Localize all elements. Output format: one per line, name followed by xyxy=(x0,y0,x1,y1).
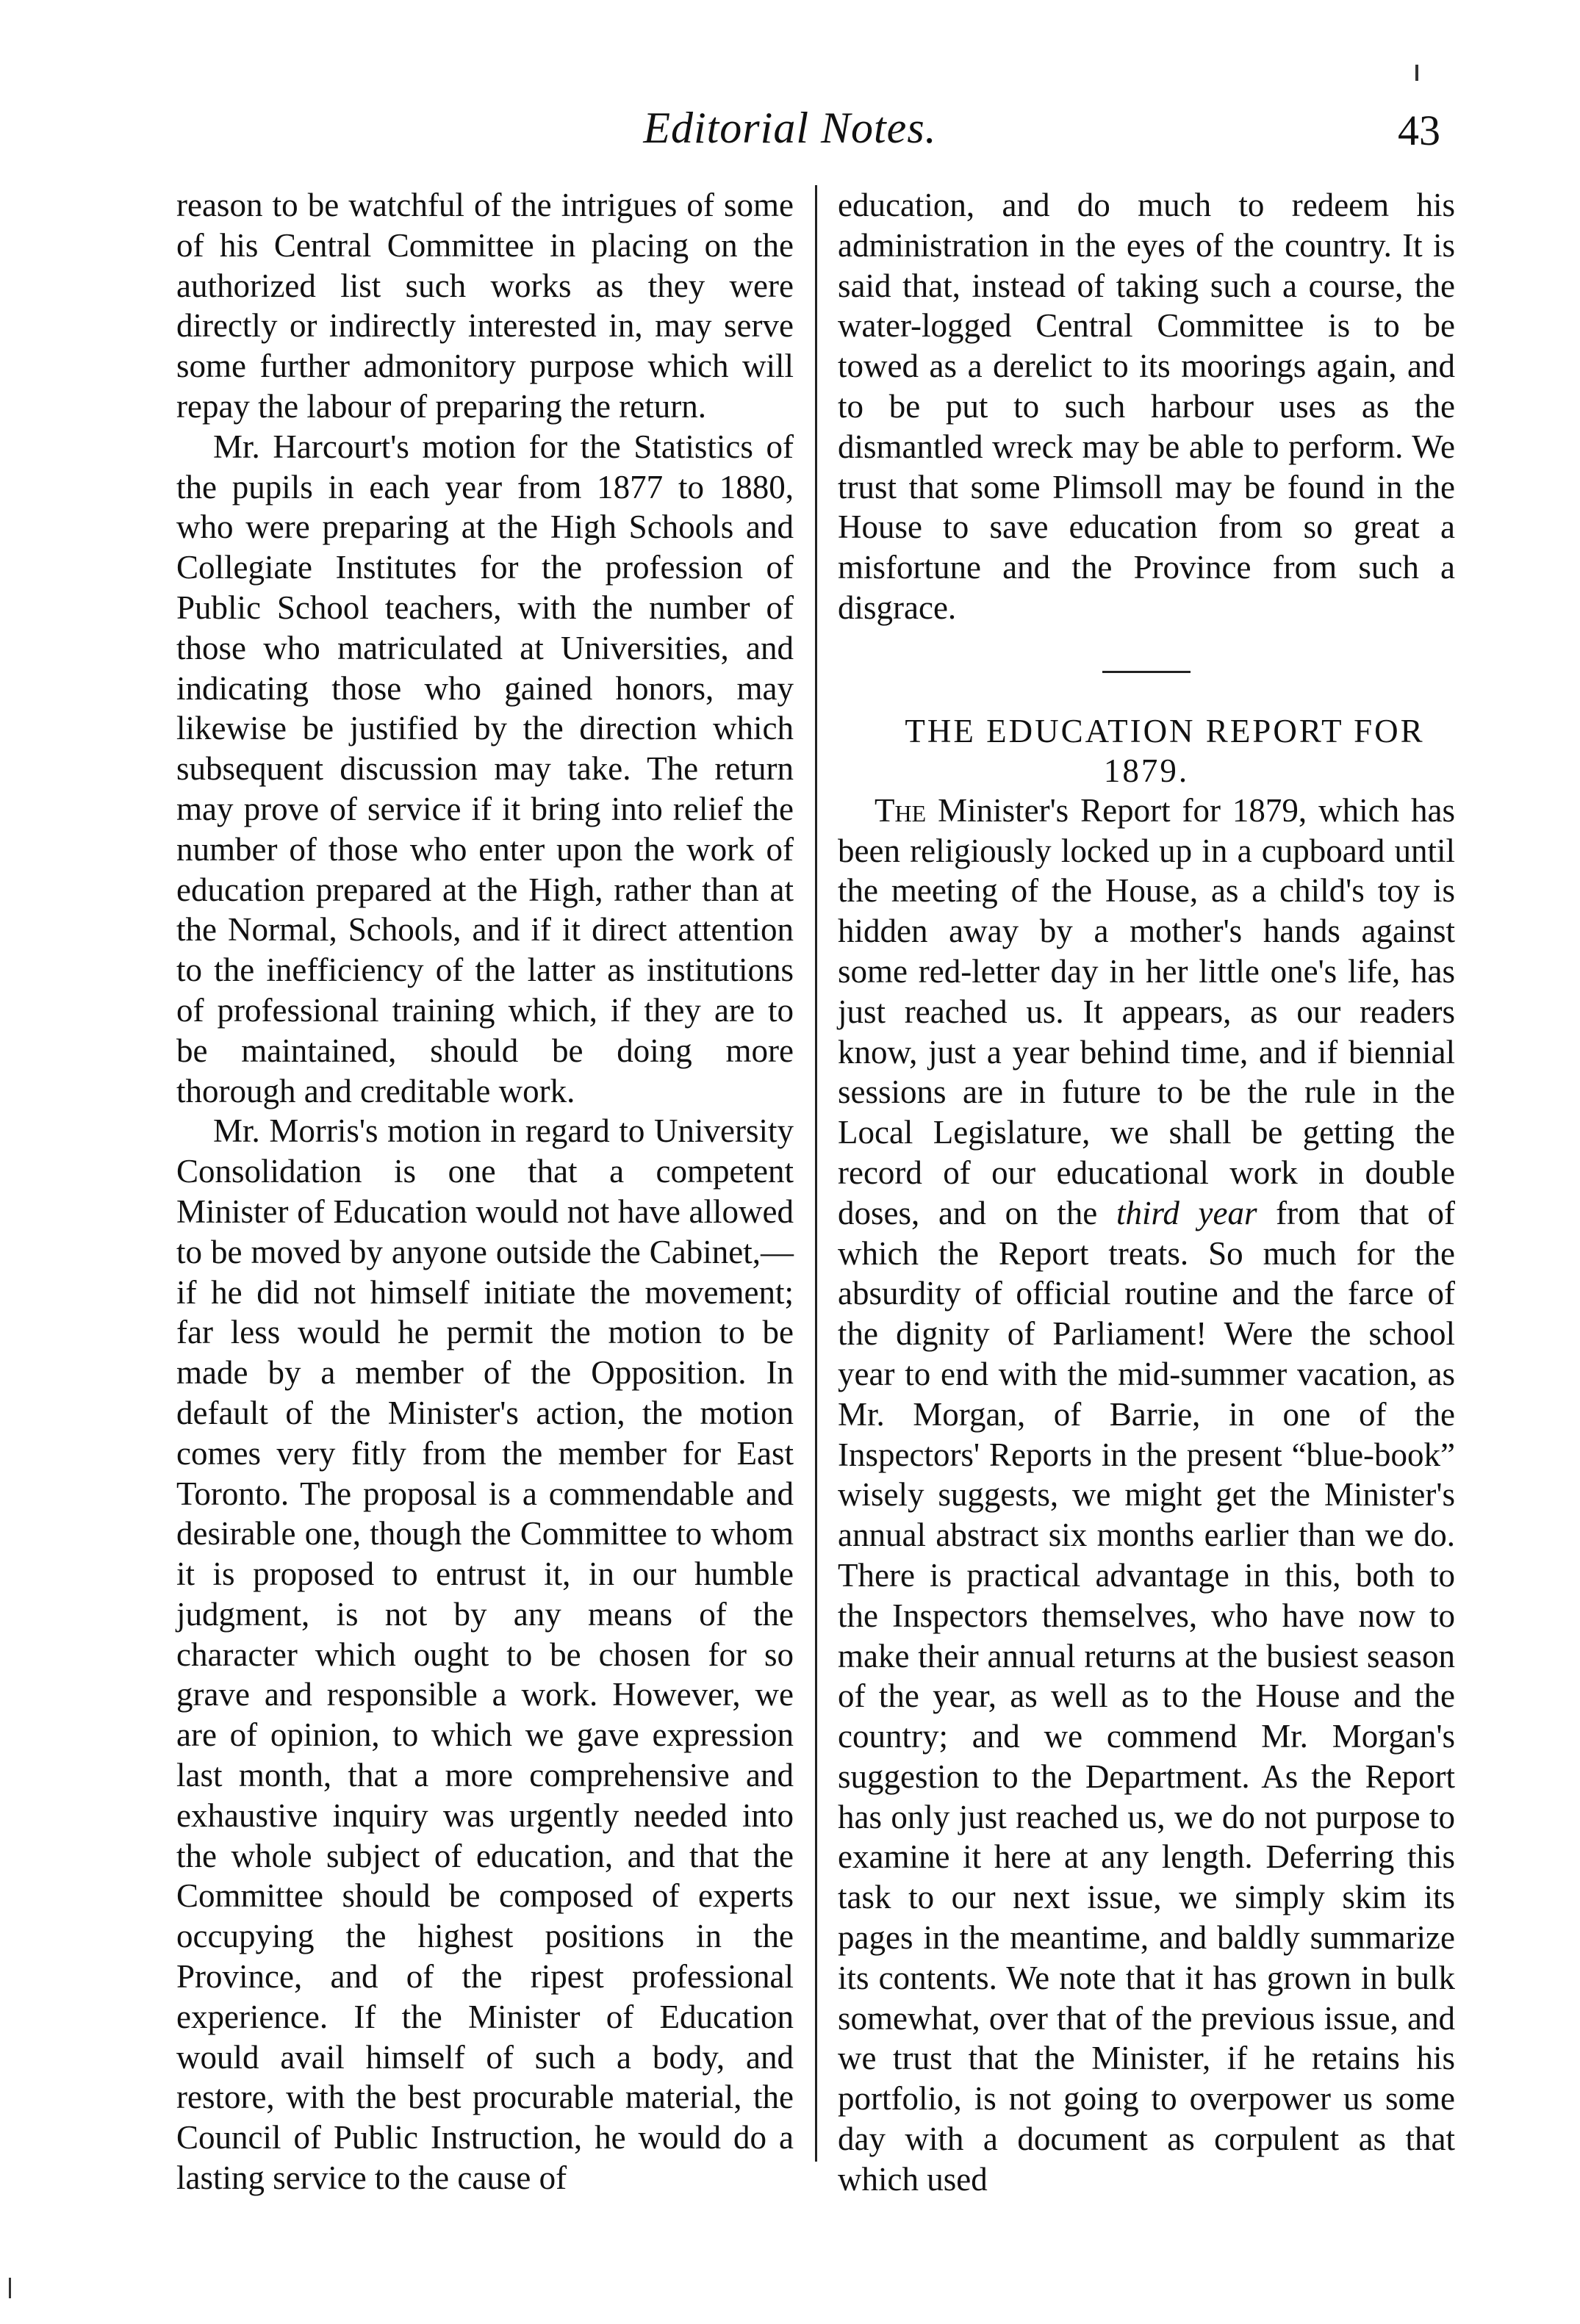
paragraph: Mr. Morris's motion in regard to University Consolidation is one that a competent Minister of Education would not have allowed to be moved by anyone outside the Cabinet,—if he did not himself initiate the movement; far less would he permit the motion to be made by a member of the Opposition. In default of the Minister's action, the motion comes very fitly from the member for East Toronto. The proposal is a commendable and desirable one, though the Committee to whom it is proposed to entrust it, in our humble judgment, is not by any means of the character which ought to be chosen for so grave and responsible a work. However, we are of opinion, to which we gave expression last month, that a more comprehensive and exhaustive inquiry was urgently needed into the whole subject of education, and that the Committee should be composed of experts occupying the highest positions in the Province, and of the ripest professional experience. If the Minister of Education would avail himself of such a body, and restore, with the best procurable material, the Council of Public Instruction, he would do a lasting service to the cause of xyxy=(176,1112,794,2197)
running-head xyxy=(0,103,1580,162)
running-title: Editorial Notes. xyxy=(643,104,937,152)
print-speck xyxy=(9,2278,11,2298)
paragraph: reason to be watchful of the intrigues of some of his Central Committee in placing on the authorized list such works as they were directly or indirectly interested in, may serve some further admonitory purpose which will repay the labour of preparing the return. xyxy=(176,187,794,425)
text-run: Minister's Report for 1879, which has been religiously locked up in a cupboard until the meeting of the House, as a child's toy is hidden away by a mother's hands against some red-letter day in her little one's life, has just reached us. It appears, as our readers know, just a year behind time, and if biennial sessions are in future to be the rule in the Local Legislature, we shall be getting the record of our educational work in double doses, and on the xyxy=(838,791,1455,1231)
section-divider xyxy=(1102,671,1191,673)
paragraph: Mr. Harcourt's motion for the Statistics of the pupils in each year from 1877 to 1880, who were preparing at the High Schools and Collegiate Institutes for the profession of Public School teachers, with the number of those who matriculated at Universities, and indicating those who gained honors, may likewise be justified by the direction which subsequent discussion may take. The return may prove of service if it bring into relief the number of those who enter upon the work of education prepared at the High, rather than at the Normal, Schools, and if it direct attention to the inefficiency of the latter as institutions of professional training which, if they are to be maintained, should be doing more thorough and creditable work. xyxy=(176,428,794,1109)
section-heading: THE EDUCATION REPORT FOR 1879. xyxy=(905,712,1425,789)
print-speck xyxy=(1415,65,1418,81)
left-column xyxy=(176,185,794,2198)
emphasis: third year xyxy=(1116,1194,1257,1231)
lead-word: The xyxy=(875,791,927,829)
text-run: from that of which the Report treats. So much for the absurdity of official routine and the farce of the dignity of Parliament! Were the school year to end with the mid-summer vacation, as Mr. Morgan, of Barrie, in one of the Inspectors' Reports in the present “blue-book” wisely suggests, we might get the Minister's annual abstract six months earlier than we do. There is practical advantage in this, both to the Inspectors themselves, who have now to make their annual returns at the busiest season of the year, as well as to the House and the country; and we commend Mr. Morgan's suggestion to the Department. As the Report has only just reached us, we do not purpose to examine it here at any length. Deferring this task to our next issue, we simply skim its pages in the meantime, and baldly summarize its contents. We note that it has grown in bulk somewhat, over that of the previous issue, and we trust that the Minister, if he retains his portfolio, is not going to overpower us some day with a document as corpulent as that which used xyxy=(838,1194,1456,2198)
right-column xyxy=(838,185,1455,2200)
page-number: 43 xyxy=(1398,107,1440,154)
column-divider xyxy=(815,185,817,2162)
section-paragraph xyxy=(838,791,1455,2200)
paragraph: education, and do much to redeem his administration in the eyes of the country. It is said that, instead of taking such a course, the water-logged Central Committee is to be towed as a derelict to its moorings again, and to be put to such harbour uses as the dismantled wreck may be able to perform. We trust that some Plimsoll may be found in the House to save education from so great a misfortune and the Province from such a disgrace. xyxy=(838,187,1455,626)
